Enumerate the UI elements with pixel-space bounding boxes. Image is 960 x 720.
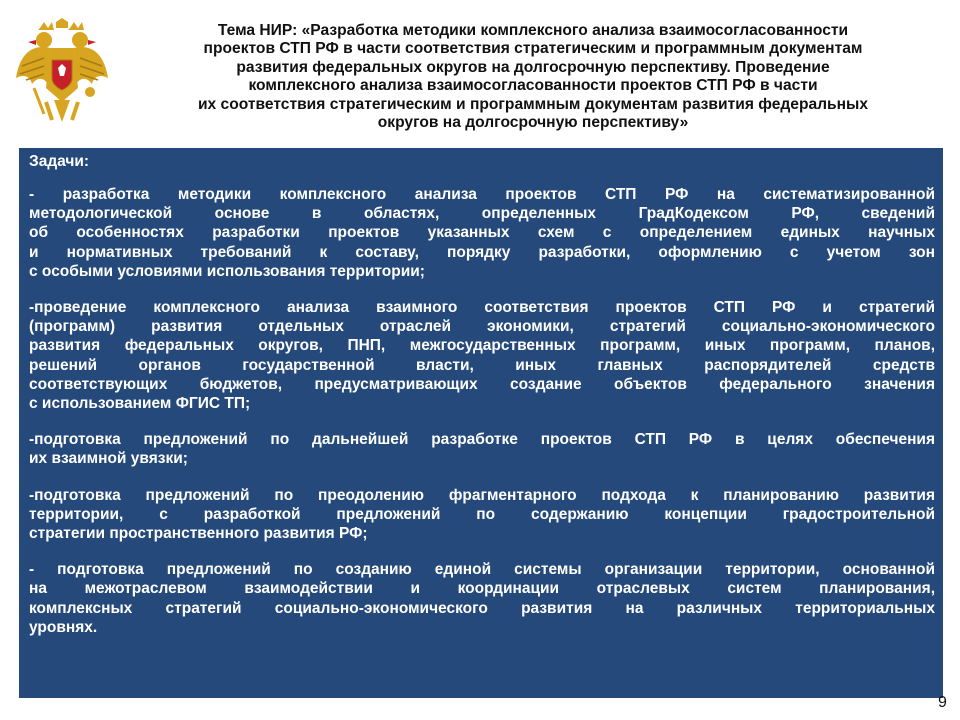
task-line: - разработка методики комплексного анализа проектов СТП РФ на систематизированной bbox=[29, 186, 935, 203]
title-line: комплексного анализа взаимосогласованности проектов СТП РФ в части bbox=[248, 77, 818, 95]
task-item bbox=[29, 560, 935, 637]
title-line: проектов СТП РФ в части соответствия стратегическим и программным документам bbox=[203, 40, 863, 58]
russian-coat-of-arms-icon bbox=[14, 18, 110, 130]
title-line: Тема НИР: «Разработка методики комплексного анализа взаимосогласованности bbox=[217, 22, 849, 39]
task-line: развития федеральных округов, ПНП, межгосударственных программ, иных программ, планов, bbox=[29, 337, 935, 355]
slide-title bbox=[118, 22, 948, 132]
title-line: округов на долгосрочную перспективу» bbox=[377, 114, 689, 132]
task-item bbox=[29, 430, 935, 468]
task-line: уровнях. bbox=[29, 618, 98, 636]
task-line: территории, с разработкой предложений по содержанию концепции градостроительной bbox=[29, 505, 935, 523]
task-item bbox=[29, 486, 935, 544]
task-line: -подготовка предложений по преодолению фрагментарного подхода к планированию развития bbox=[29, 486, 935, 504]
task-line: их взаимной увязки; bbox=[29, 450, 188, 468]
tasks-heading: Задачи: bbox=[29, 153, 90, 170]
task-line: об особенностях разработки проектов указанных схем с определением единых научных bbox=[29, 224, 935, 242]
tasks-panel bbox=[19, 148, 943, 698]
task-item bbox=[29, 185, 935, 281]
task-line: решений органов государственной власти, иных главных распорядителей средств bbox=[29, 356, 935, 374]
page-number: 9 bbox=[938, 694, 947, 711]
task-line: комплексных стратегий социально-экономического развития на различных территориальных bbox=[29, 599, 935, 617]
task-line: и нормативных требований к составу, порядку разработки, оформлению с учетом зон bbox=[29, 243, 935, 261]
task-line: с особыми условиями использования территории; bbox=[29, 262, 425, 280]
task-line: (программ) развития отдельных отраслей экономики, стратегий социально-экономического bbox=[29, 318, 935, 336]
title-line: развития федеральных округов на долгосрочную перспективу. Проведение bbox=[236, 58, 830, 76]
task-item bbox=[29, 298, 935, 413]
task-line: на межотраслевом взаимодействии и координации отраслевых систем планирования, bbox=[29, 580, 935, 598]
title-line: их соответствия стратегическим и программным документам развития федеральных bbox=[197, 95, 869, 113]
task-line: с использованием ФГИС ТП; bbox=[29, 395, 251, 413]
task-line: -подготовка предложений по дальнейшей разработке проектов СТП РФ в целях обеспечения bbox=[29, 431, 935, 449]
task-line: методологической основе в областях, определенных ГрадКодексом РФ, сведений bbox=[29, 205, 935, 223]
task-line: -проведение комплексного анализа взаимного соответствия проектов СТП РФ и стратегий bbox=[29, 299, 935, 317]
task-line: соответствующих бюджетов, предусматривающих создание объектов федерального значения bbox=[29, 375, 935, 393]
task-line: - подготовка предложений по созданию единой системы организации территории, основанной bbox=[29, 561, 935, 579]
task-line: стратегии пространственного развития РФ; bbox=[29, 525, 368, 543]
